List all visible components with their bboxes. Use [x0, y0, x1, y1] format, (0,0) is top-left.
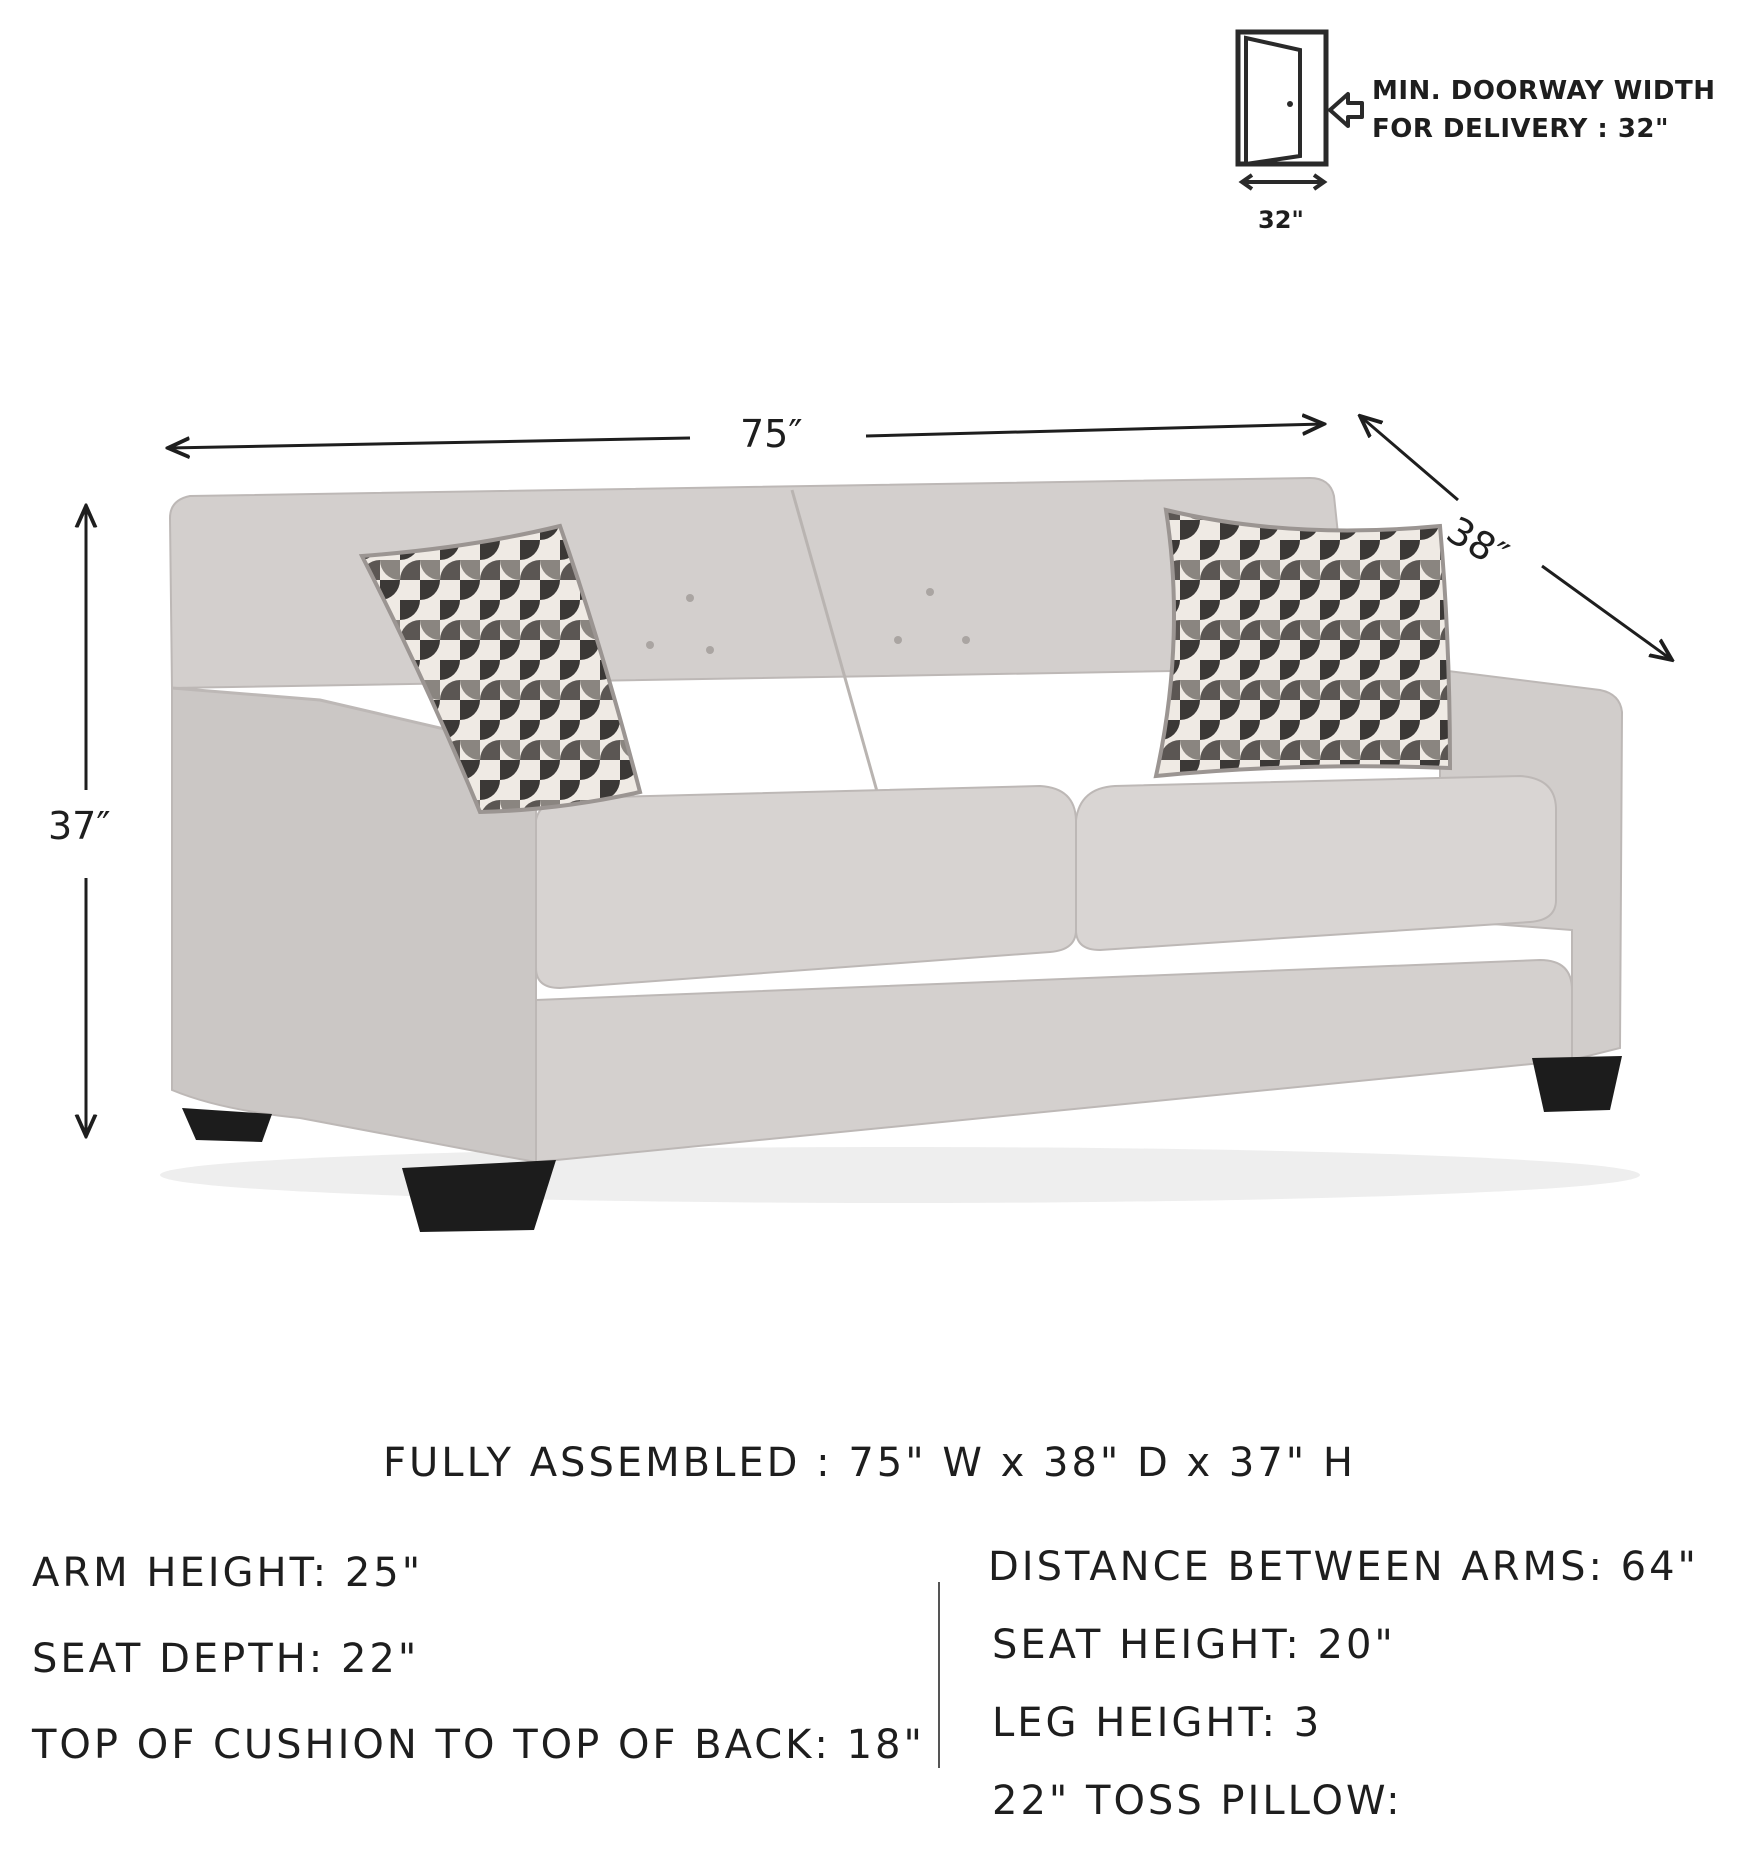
- width-arrow-right: [866, 424, 1324, 436]
- spec-leg-height: LEG HEIGHT: 3: [992, 1700, 1323, 1746]
- sofa-base: [536, 960, 1572, 1162]
- depth-arrow-bottom: [1542, 566, 1672, 660]
- doorway-caption-line2: FOR DELIVERY : 32": [1372, 114, 1670, 144]
- seat-cushion-left: [536, 786, 1076, 988]
- leg-front-left: [402, 1160, 556, 1232]
- spec-arm-height: ARM HEIGHT: 25": [32, 1550, 424, 1596]
- doorway-width-label: 32": [1258, 206, 1304, 234]
- depth-label: 38″: [1439, 508, 1516, 578]
- doorway-caption: [1372, 72, 1716, 148]
- depth-arrow-top: [1360, 416, 1458, 500]
- door-icon: [1238, 32, 1326, 189]
- column-divider: [938, 1582, 940, 1768]
- toss-pillow-right: [1156, 510, 1450, 776]
- spec-toss-pillow: 22" TOSS PILLOW:: [992, 1778, 1403, 1824]
- height-label: 37″: [48, 804, 111, 848]
- seat-cushion-right: [1076, 776, 1556, 950]
- spec-cushion-to-back: TOP OF CUSHION TO TOP OF BACK: 18": [32, 1722, 925, 1768]
- leg-front-right: [1532, 1056, 1622, 1112]
- spec-seat-depth: SEAT DEPTH: 22": [32, 1636, 420, 1682]
- width-label: 75″: [740, 412, 803, 456]
- arrow-left-icon: [1330, 94, 1362, 126]
- spec-seat-height: SEAT HEIGHT: 20": [992, 1622, 1396, 1668]
- doorway-caption-line1: MIN. DOORWAY WIDTH: [1372, 76, 1716, 106]
- assembled-dimensions: FULLY ASSEMBLED : 75" W x 38" D x 37" H: [383, 1440, 1356, 1486]
- width-arrow-left: [168, 438, 690, 448]
- spec-distance-between-arms: DISTANCE BETWEEN ARMS: 64": [988, 1544, 1699, 1590]
- floor-shadow: [160, 1147, 1640, 1203]
